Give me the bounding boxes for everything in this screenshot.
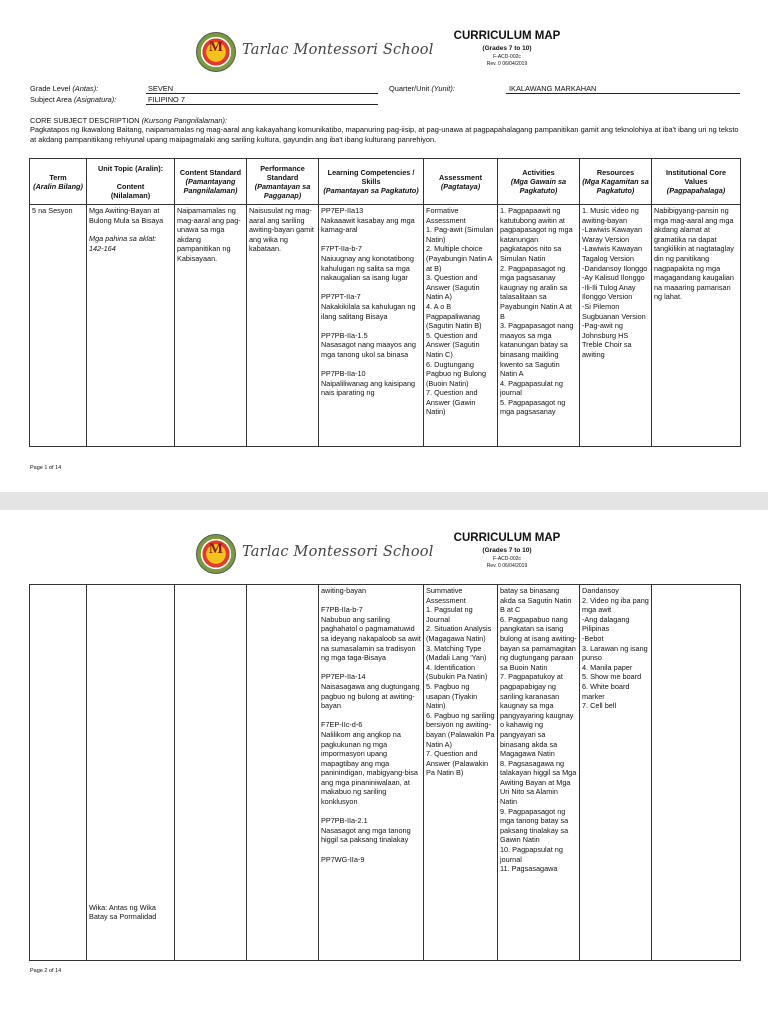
col-header-performance-standard: Performance Standard (Pamantayan sa Pagganap) xyxy=(247,159,319,205)
page-header xyxy=(196,30,576,74)
form-code: F-ACD-002c xyxy=(493,54,521,60)
cell-learning-competencies: awiting-bayan F7PB-IIa-b-7 Nabubuo ang sariling paghahatol o pagmamatuwid sa ideyang nakapaloob sa awit na sumasalamin sa tradisyon ng mga taga-Bisaya PP7EP-IIa-14 Naisasagawa ang dugtungang pagbuo ng bulong at awiting-bayan F7EP-IIc-d-6 Nalilikom ang angkop na pagkukunan ng mga impormasyon upang mapagtibay ang mga paninindigan, mabigyang-bisa ang mga pinaniniwalaan, at makabuo ng sariling konklusyon PP7PB-IIa-2.1 Nasasagot ang mga tanong higgil sa paksang tinalakay PP7WG-IIa-9 xyxy=(319,585,424,961)
table-row xyxy=(30,205,741,447)
cell-content-standard: Naipamamalas ng mag-aaral ang pag-unawa sa mga akdang pampanitikan ng Kabisayaan. xyxy=(175,205,247,447)
quarter-value: IKALAWANG MARKAHAN xyxy=(509,84,597,93)
revision: Rev. 0 06/04/2019 xyxy=(486,563,528,569)
col-header-content-standard: Content Standard (Pamantayang Pangnilalaman) xyxy=(175,159,247,205)
cell-performance-standard: Naisusulat ng mag-aaral ang sariling awiting-bayan gamit ang wika ng kabataan. xyxy=(247,205,319,447)
document-title: CURRICULUM MAP xyxy=(453,532,561,544)
col-header-learning-competencies: Learning Competencies / Skills (Pamantayan sa Pagkatuto) xyxy=(319,159,424,205)
cell-term: 5 na Sesyon xyxy=(30,205,87,447)
grade-level-value: SEVEN xyxy=(148,84,174,93)
core-description-text: Pagkatapos ng Ikawalong Baitang, naipamamalas ng mag-aaral ang kakayahang komunikatibo, mapanuring pag-iisip, at pag-unawa at pagpapahalagang pampanitikan gamit ang teknolohiya at iba't ibang uri ng teksto at akdang pampanitikang rehiyunal upang maipagmalaki ang sariling kultura, gayundin ang iba't ibang kulturang panrehiyon. xyxy=(30,125,739,144)
cell-content-standard xyxy=(175,585,247,961)
subject-area-label: Subject Area (Asignatura): xyxy=(30,95,117,104)
cell-core-values: Nabibigyang-pansin ng mga mag-aaral ang mga akdang alamat at gramatika na dapat tangkilikin at nagtataglay din ng panitikang nagpapakita ng mga magagandang kaugalian na maaaring pamarisan ng lahat. xyxy=(652,205,741,447)
cell-performance-standard xyxy=(247,585,319,961)
core-description-label: CORE SUBJECT DESCRIPTION (Kursong Pangnilalaman): xyxy=(30,116,228,125)
curriculum-table-page-1 xyxy=(29,158,741,447)
page-number: Page 2 of 14 xyxy=(30,968,62,974)
grade-level-label: Grade Level (Antas): xyxy=(30,84,99,93)
cell-activities: batay sa binasang akda sa Sagutin Natin B at C 6. Pagpapabuo nang pangkatan sa isang bulong at isang awiting-bayan sa pamamagitan ng dugtungang paraan sa Buoin Natin 7. Pagpapatukoy at pagpapabigay ng sariling karanasan kaugnay sa mga pangyayaring kaugnay o kahawig ng pangyayari sa binasang akda sa Magagawa Natin 8. Pagsasagawa ng talakayan higgil sa Mga Awiting Bayan at Mga Uri Nito sa Alamin Natin 9. Pagpapasagot ng mga tanong batay sa paksang tinalakay sa Gawin Natin 10. Pagpapsulat ng journal 11. Pagsasagawa xyxy=(498,585,580,961)
page-header xyxy=(196,532,576,576)
quarter-label: Quarter/Unit (Yunit): xyxy=(389,84,455,93)
unit-book-pages: Mga pahina sa aklat: 142-164 xyxy=(89,234,157,253)
cell-learning-competencies: PP7EP-IIa13 Nakaaawit kasabay ang mga kamag-aral F7PT-IIa-b-7 Naiuugnay ang konotatibong kahulugan ng salita sa mga nakaugalian sa isang lugar PP7PT-IIa-7 Nakakikilala sa kahulugan ng ilang salitang Bisaya PP7PB-IIa-1.5 Nasasagot nang maayos ang mga tanong ukol sa binasa PP7PB-IIa-10 Naipaliliwanag ang kaisipang nais iparating ng xyxy=(319,205,424,447)
cell-unit-topic xyxy=(87,585,175,961)
unit-topic-wika: Wika: Antas ng Wika Batay sa Pormalidad xyxy=(89,902,157,922)
document-title-block xyxy=(432,532,582,569)
school-name: Tarlac Montessori School xyxy=(242,42,434,58)
page-separator xyxy=(0,492,768,510)
cell-term xyxy=(30,585,87,961)
subject-area-value: FILIPINO 7 xyxy=(148,95,185,104)
document-page-1 xyxy=(0,0,768,492)
col-header-assessment: Assessment (Pagtataya) xyxy=(424,159,498,205)
curriculum-table-page-2 xyxy=(29,584,741,961)
col-header-unit-topic: Unit Topic (Aralin): Content (Nilalaman) xyxy=(87,159,175,205)
table-row xyxy=(30,585,741,961)
cell-core-values xyxy=(652,585,741,961)
col-header-core-values: Institutional Core Values (Pagpapahalaga) xyxy=(652,159,741,205)
col-header-term: Term (Aralin Bilang) xyxy=(30,159,87,205)
grade-level-underline xyxy=(146,93,378,94)
seal-letter: M xyxy=(208,541,224,557)
quarter-underline xyxy=(506,93,740,94)
cell-unit-topic xyxy=(87,205,175,447)
document-subtitle: (Grades 7 to 10) xyxy=(482,45,532,52)
document-title-block xyxy=(432,30,582,67)
seal-letter: M xyxy=(208,39,224,55)
subject-area-underline xyxy=(146,104,378,105)
cell-activities: 1. Pagpapaawit ng katutubong awitin at pagpapasagot ng mga katanungan pagkatapos nito sa Simulan Natin 2. Pagpapasagot ng mga pagsasanay kaugnay ng aralin sa talasalitaan sa Payabungin Natin A at B 3. Pagpapasagot nang maayos sa mga katanungan batay sa binasang maikling kwento sa Sagutin Natin A 4. Pagpapasulat ng journal 5. Pagpapasagot ng mga pagsasanay xyxy=(498,205,580,447)
cell-assessment: Summative Assessment 1. Pagsulat ng Journal 2. Situation Analysis (Magagawa Natin) 3. Matching Type (Madali Lang 'Yan) 4. Identification (Subukin Pa Natin) 5. Pagbuo ng usapan (Tiyakin Natin) 6. Pagbuo ng sariling bersiyon ng awiting-bayan (Palawakin Pa Natin A) 7. Question and Answer (Palawakin Pa Natin B) xyxy=(424,585,498,961)
unit-topic-text: Mga Awiting-Bayan at Bulong Mula sa Bisaya xyxy=(89,206,164,225)
page-number: Page 1 of 14 xyxy=(30,465,62,471)
document-subtitle: (Grades 7 to 10) xyxy=(482,547,532,554)
cell-resources: Dandansoy 2. Video ng iba pang mga awit -Ang dalagang Pilipinas -Bebot 3. Larawan ng isang punso 4. Manila paper 5. Show me board 6. White board marker 7. Cell bell xyxy=(580,585,652,961)
document-page-2 xyxy=(0,510,768,1024)
cell-assessment: Formative Assessment 1. Pag-awit (Simulan Natin) 2. Multiple choice (Payabungin Natin A at B) 3. Question and Answer (Sagutin Natin A) 4. A o B Pagpapaliwanag (Sagutin Natin B) 5. Question and Answer (Sagutin Natin C) 6. Dugtungang Pagbuo ng Bulong (Buoin Natin) 7. Question and Answer (Gawin Natin) xyxy=(424,205,498,447)
cell-resources: 1. Music video ng awiting-bayan -Lawiwis Kawayan Waray Version -Lawiwis Kawayan Tagalog Version -Dandansoy Ilonggo -Ay Kalisud Ilonggo -Ili-Ili Tulog Anay Ilonggo Version -Si Pilemon Sugbuanan Version -Pag-awit ng Johnsburg HS Treble Choir sa awiting xyxy=(580,205,652,447)
col-header-activities: Activities (Mga Gawain sa Pagkatuto) xyxy=(498,159,580,205)
table-header-row xyxy=(30,159,741,205)
form-code: F-ACD-002c xyxy=(493,556,521,562)
school-name: Tarlac Montessori School xyxy=(242,544,434,560)
col-header-resources: Resources (Mga Kagamitan sa Pagkatuto) xyxy=(580,159,652,205)
document-title: CURRICULUM MAP xyxy=(453,30,561,42)
revision: Rev. 0 06/04/2019 xyxy=(486,61,528,67)
